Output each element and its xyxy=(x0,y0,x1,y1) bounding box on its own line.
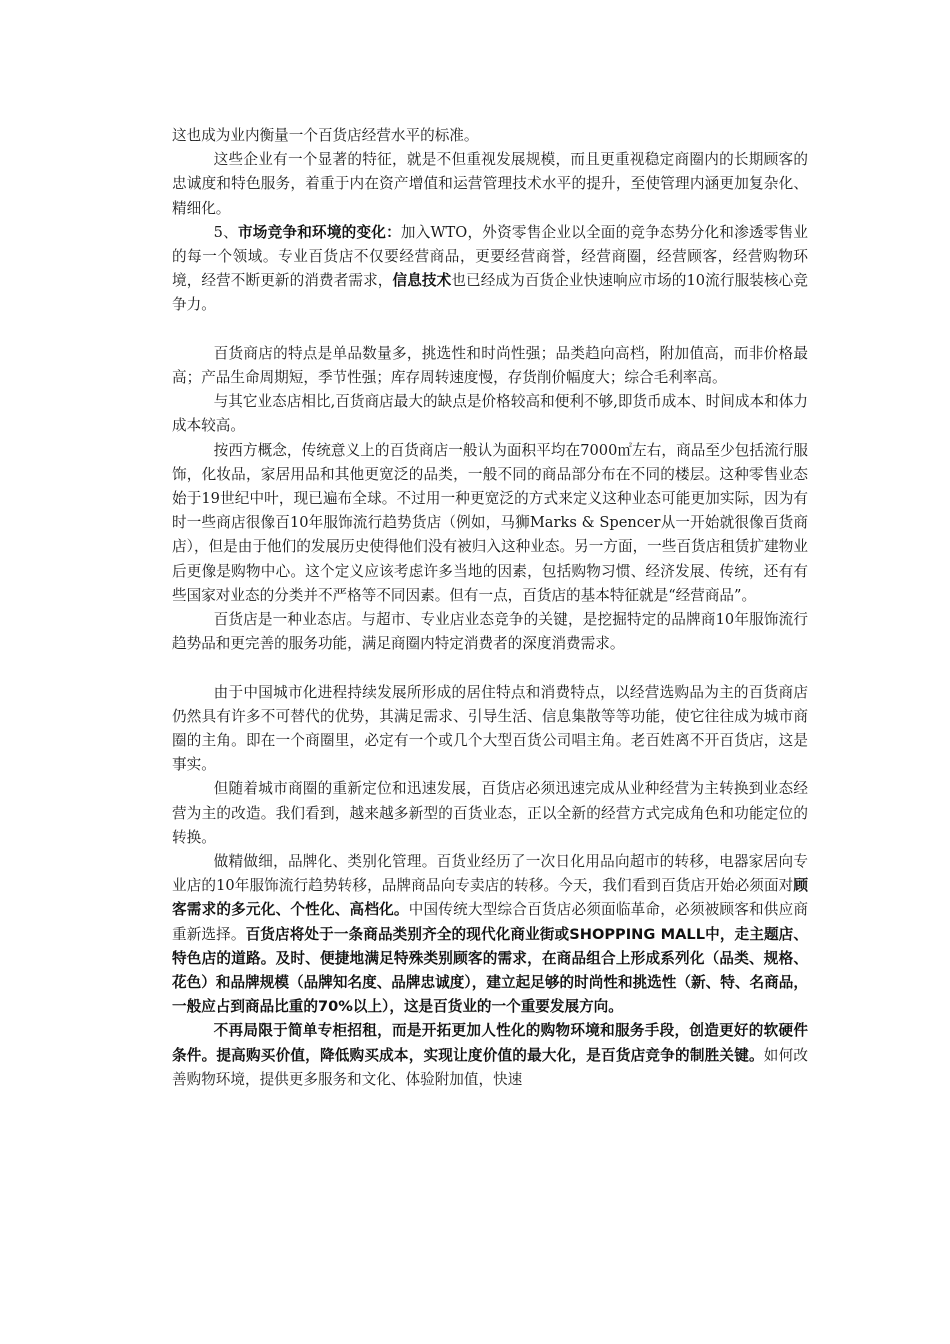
paragraph-urbanization: 由于中国城市化进程持续发展所形成的居住特点和消费特点，以经营选购品为主的百货商店仍然具有许多不可替代的优势，其满足需求、引导生活、信息集散等等功能，使它往往成为城市商圈的主角。即在一个商圈里，必定有一个或几个大型百货公司唱主角。老百姓离不开百货店，这是事实。 xyxy=(172,683,808,774)
blank-line xyxy=(172,318,808,342)
bold-keyword: 信息技术 xyxy=(392,272,452,290)
bold-passage: 不再局限于简单专柜招租，而是开拓更加人性化的购物环境和服务手段，创造更好的软硬件条件。提高购买价值，降低购买成本，实现让度价值的最大化，是百货店竞争的制胜关键。 xyxy=(172,1022,808,1064)
paragraph-text: 中国传统大型综合百货店必须面临革命，必须被顾客和供应商重新选择。 xyxy=(172,901,808,943)
paragraph-text: 如何改善购物环境，提供更多服务和文化、体验附加值，快速 xyxy=(172,1046,808,1088)
paragraph-store-characteristics: 百货商店的特点是单品数量多，挑选性和时尚性强；品类趋向高档，附加值高，而非价格最高；产品生命周期短，季节性强；库存周转速度慢，存货削价幅度大；综合毛利率高。 xyxy=(172,344,808,387)
paragraph-market-competition xyxy=(172,221,808,318)
paragraph-disadvantages: 与其它业态店相比,百货商店最大的缺点是价格较高和便利不够,即货币成本、时间成本和体力成本较高。 xyxy=(172,393,808,435)
paragraph-service-environment xyxy=(172,1019,808,1092)
bold-keyword: 顾客需求的多元化、个性化、高档化。 xyxy=(172,877,808,919)
paragraph-format-store: 百货店是一种业态店。与超市、专业店业态竞争的关键，是挖掘特定的品牌商10年服饰流行趋势品和更完善的服务功能，满足商圈内特定消费者的深度消费需求。 xyxy=(172,611,808,653)
paragraph-repositioning: 但随着城市商圈的重新定位和迅速发展，百货店必须迅速完成从业种经营为主转换到业态经营为主的改造。我们看到，越来越多新型的百货业态，正以全新的经营方式完成角色和功能定位的转换。 xyxy=(172,780,808,846)
paragraph-standard: 这也成为业内衡量一个百货店经营水平的标准。 xyxy=(172,127,479,144)
bold-passage: 百货店将处于一条商品类别齐全的现代化商业街或SHOPPING MALL中，走主题店、特色店的道路。及时、便捷地满足特殊类别顾客的需求，在商品组合上形成系列化（品类、规格、花色）和品牌规模（品牌知名度、品牌忠诚度），建立起足够的时尚性和挑选性（新、特、名商品，一般应占到商品比重的70%以上），这是百货业的一个重要发展方向。 xyxy=(172,925,808,1016)
section-heading: 市场竞争和环境的变化： xyxy=(237,223,401,241)
section-number: 5、 xyxy=(213,223,238,241)
document-body xyxy=(172,124,808,1092)
paragraph-text: 也已经成为百货企业快速响应市场的10流行服装核心竞争力。 xyxy=(172,272,808,314)
blank-line xyxy=(172,656,808,680)
paragraph-brand-management xyxy=(172,850,808,1019)
paragraph-text: 做精做细，品牌化、类别化管理。百货业经历了一次日化用品向超市的转移，电器家居向专业店的10年服饰流行趋势转移，品牌商品向专卖店的转移。今天，我们看到百货店开始必须面对 xyxy=(172,853,808,895)
paragraph-enterprise-features: 这些企业有一个显著的特征，就是不但重视发展规模，而且更重视稳定商圈内的长期顾客的忠诚度和特色服务，着重于内在资产增值和运营管理技术水平的提升，至使管理内涵更加复杂化、精细化。 xyxy=(172,151,808,217)
paragraph-western-concept: 按西方概念，传统意义上的百货商店一般认为面积平均在7000㎡左右，商品至少包括流行服饰，化妆品，家居用品和其他更宽泛的品类，一般不同的商品部分布在不同的楼层。这种零售业态始于19世纪中叶，现已遍布全球。不过用一种更宽泛的方式来定义这种业态可能更加实际，因为有时一些商店很像百10年服饰流行趋势货店（例如，马狮Marks & Spencer从一开始就很像百货商店），但是由于他们的发展历史使得他们没有被归入这种业态。另一方面，一些百货店租赁扩建物业后更像是购物中心。这个定义应该考虑许多当地的因素，包括购物习惯、经济发展、传统，还有有些国家对业态的分类并不严格等不同因素。但有一点，百货店的基本特征就是“经营商品”。 xyxy=(172,441,808,604)
paragraph-text: 加入WTO，外资零售企业以全面的竞争态势分化和渗透零售业的每一个领域。专业百货店不仅要经营商品，更要经营商誉，经营商圈，经营顾客，经营购物环境，经营不断更新的消费者需求， xyxy=(172,223,808,290)
